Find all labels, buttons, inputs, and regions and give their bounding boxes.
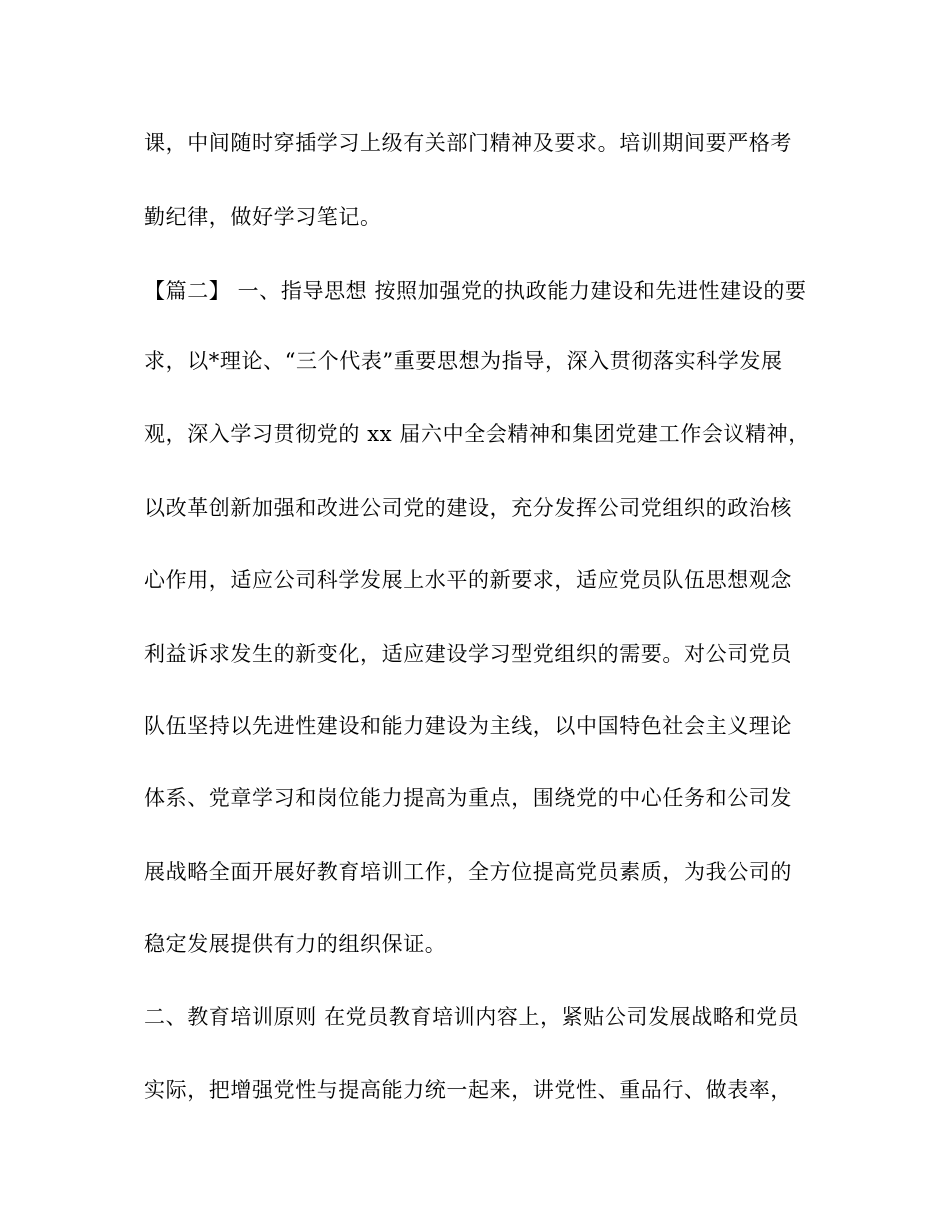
- text-line: 观，深入学习贯彻党的 xx 届六中全会精神和集团党建工作会议精神，: [144, 422, 810, 446]
- text-line: 以改革创新加强和改进公司党的建设，充分发挥公司党组织的政治核: [144, 496, 792, 520]
- text-line: 【篇二】 一、指导思想 按照加强党的执政能力建设和先进性建设的要: [144, 279, 807, 303]
- text-line: 勤纪律，做好学习笔记。: [144, 205, 382, 229]
- text-line: 稳定发展提供有力的组织保证。: [144, 932, 447, 956]
- text-line: 利益诉求发生的新变化，适应建设学习型党组织的需要。对公司党员: [144, 642, 792, 666]
- text-line: 心作用，适应公司科学发展上水平的新要求，适应党员队伍思想观念: [144, 568, 792, 592]
- text-line: 求，以*理论、“三个代表”重要思想为指导，深入贯彻落实科学发展: [144, 349, 783, 373]
- text-line: 展战略全面开展好教育培训工作，全方位提高党员素质，为我公司的: [144, 860, 792, 884]
- text-line: 队伍坚持以先进性建设和能力建设为主线，以中国特色社会主义理论: [144, 714, 792, 738]
- text-line: 实际，把增强党性与提高能力统一起来，讲党性、重品行、做表率，: [144, 1078, 792, 1102]
- text-line: 体系、党章学习和岗位能力提高为重点，围绕党的中心任务和公司发: [144, 786, 792, 810]
- text-line: 二、教育培训原则 在党员教育培训内容上，紧贴公司发展战略和党员: [144, 1005, 800, 1029]
- text-line: 课，中间随时穿插学习上级有关部门精神及要求。培训期间要严格考: [144, 131, 792, 155]
